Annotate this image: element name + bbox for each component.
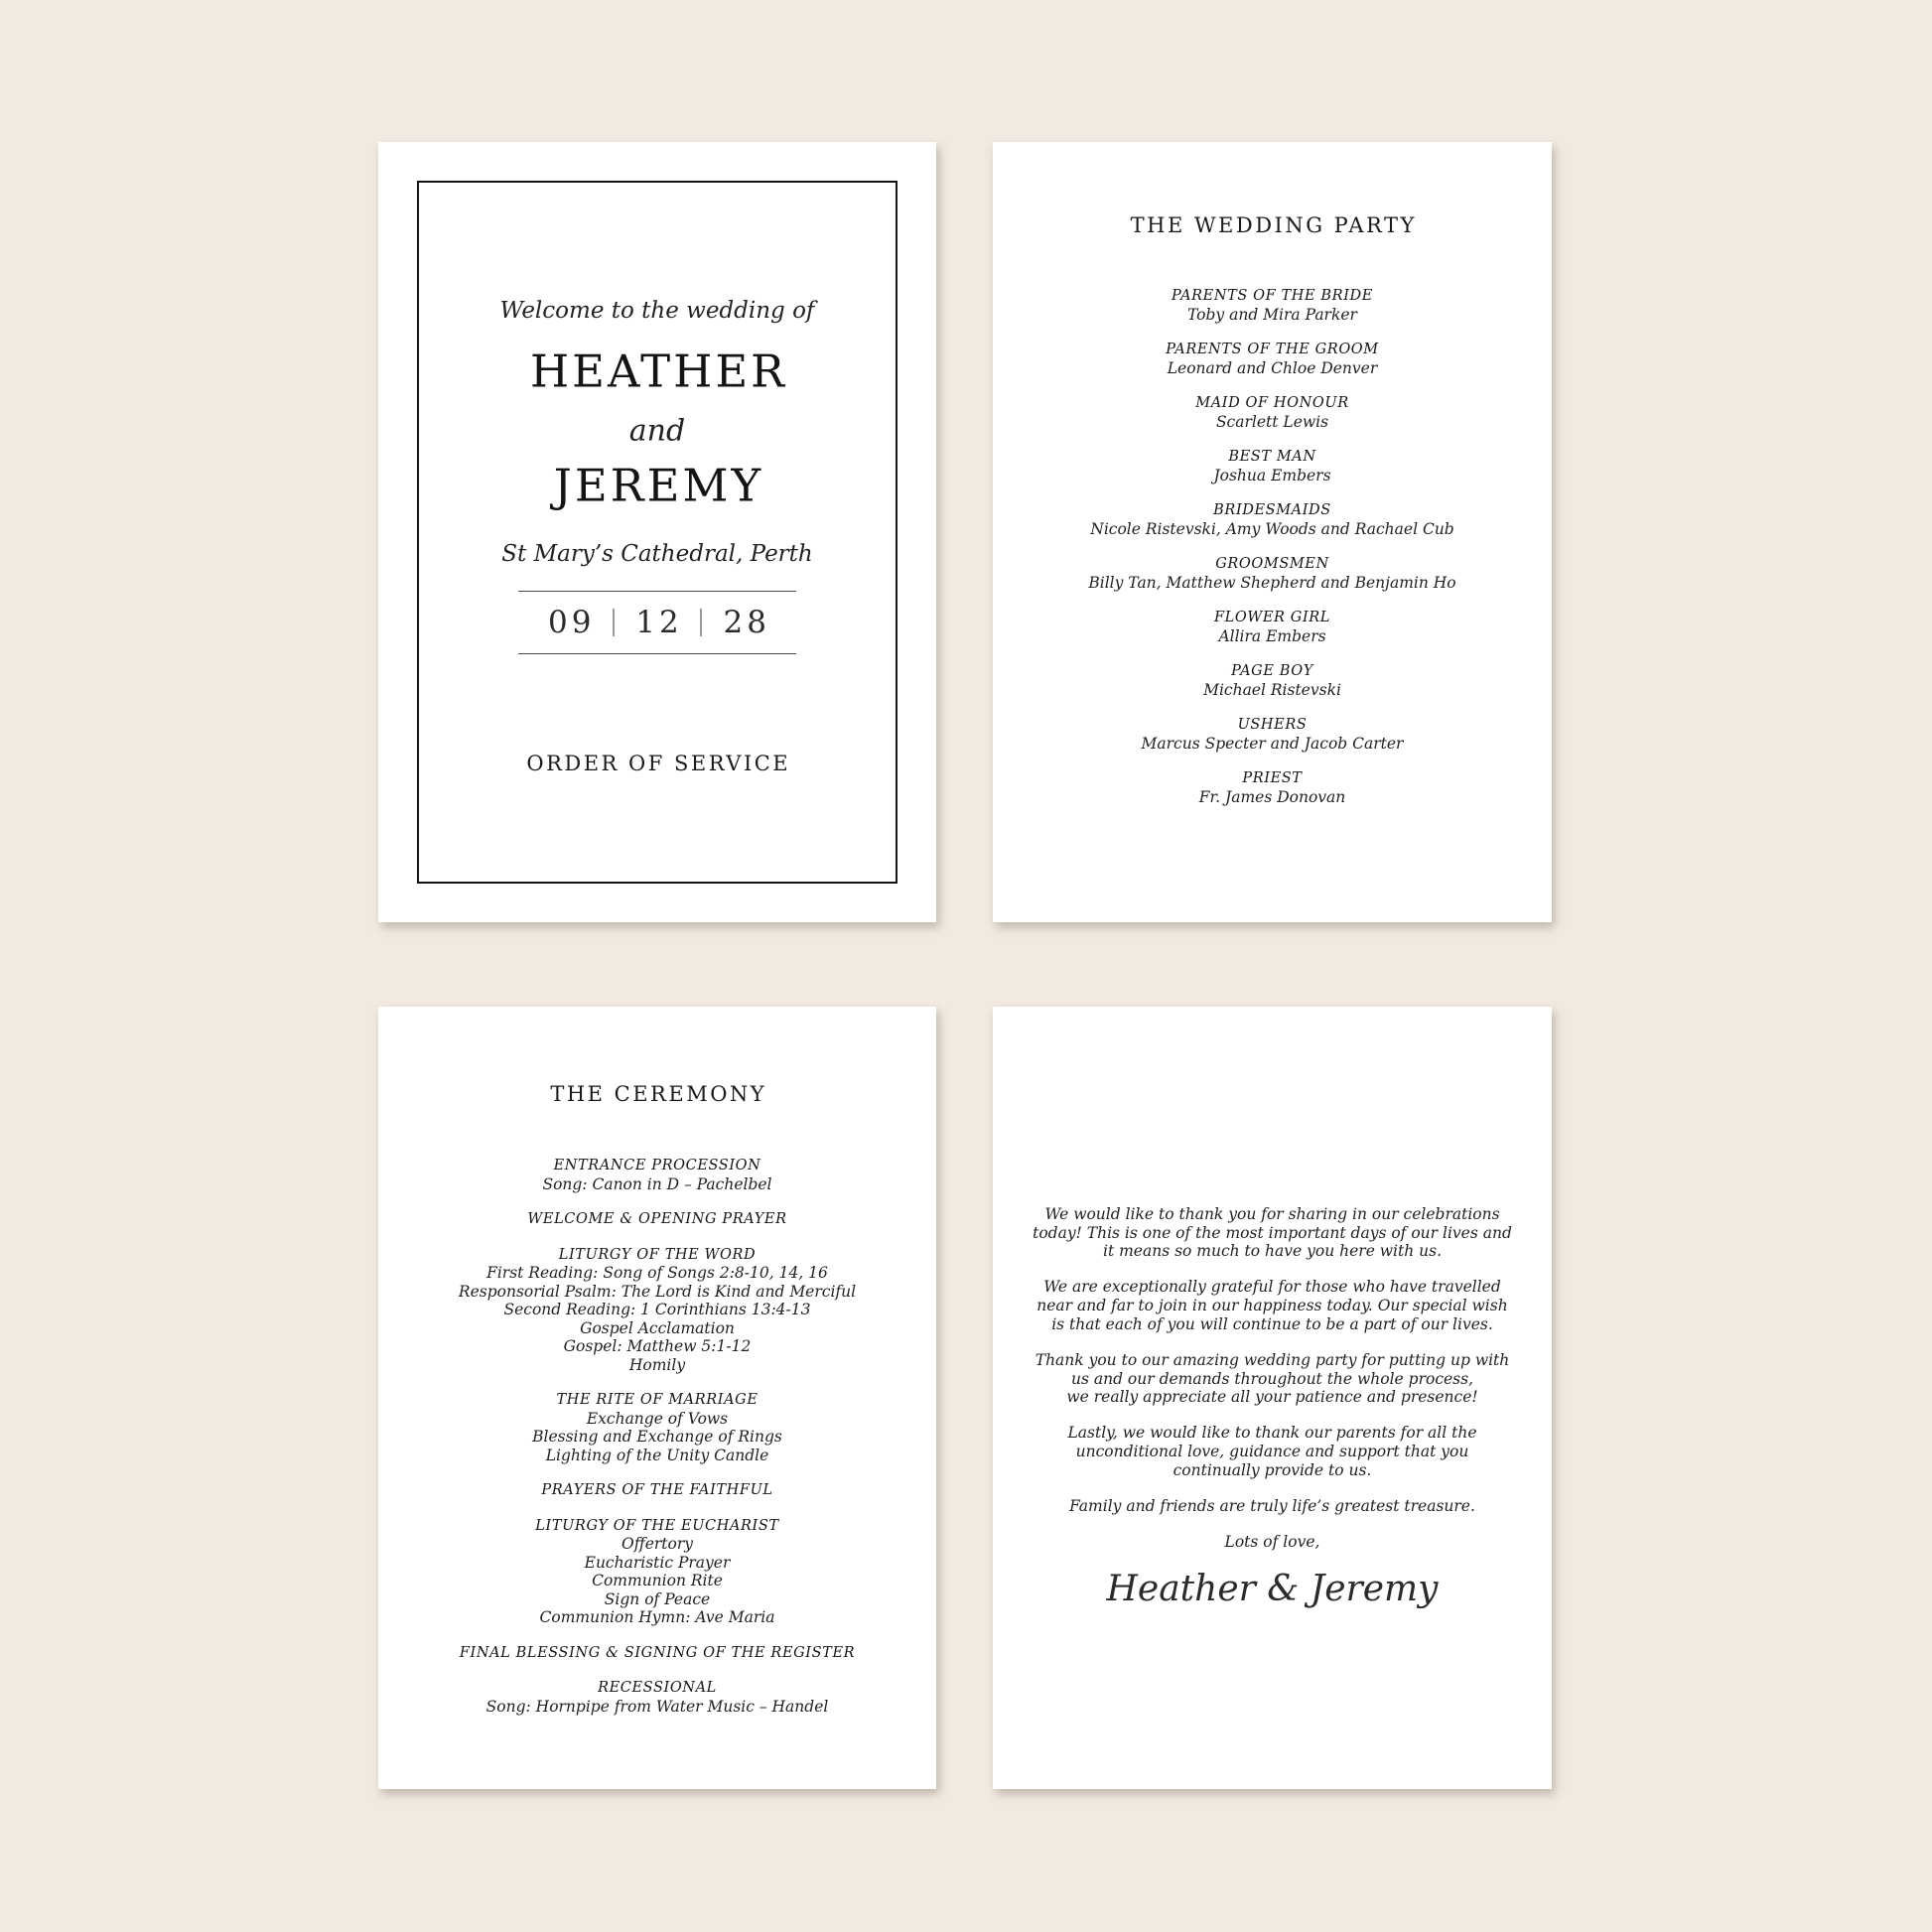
party-entry — [993, 769, 1552, 807]
ceremony-section-line: Song: Canon in D – Pachelbel — [542, 1174, 772, 1193]
date-year: 28 — [723, 605, 770, 640]
party-entry — [993, 716, 1552, 754]
thank-you-card — [993, 1007, 1552, 1789]
party-role-label: FLOWER GIRL — [1213, 610, 1331, 625]
ceremony-section-line: Communion Hymn: Ave Maria — [539, 1608, 775, 1626]
date-divider — [700, 609, 702, 636]
party-role-label: BRIDESMAIDS — [1213, 502, 1331, 518]
groom-name: JEREMY — [553, 459, 764, 512]
venue-text: St Mary’s Cathedral, Perth — [501, 541, 813, 567]
ceremony-title: THE CEREMONY — [550, 1082, 767, 1106]
ceremony-section-heading: LITURGY OF THE EUCHARIST — [535, 1517, 779, 1534]
date-divider — [613, 609, 615, 636]
thank-you-line: unconditional love, guidance and support that you — [1075, 1442, 1469, 1460]
order-of-service-label: ORDER OF SERVICE — [526, 752, 791, 775]
ceremony-section-line: Responsorial Psalm: The Lord is Kind and Merciful — [458, 1282, 857, 1301]
thank-you-line: it means so much to have you here with us. — [1102, 1242, 1443, 1261]
party-names-text: Toby and Mira Parker — [1187, 306, 1357, 324]
ceremony-section-heading: FINAL BLESSING & SIGNING OF THE REGISTER — [459, 1644, 856, 1661]
party-role-label: GROOMSMEN — [1215, 556, 1329, 572]
ceremony-section-heading: PRAYERS OF THE FAITHFUL — [541, 1482, 773, 1498]
party-role-label: PARENTS OF THE GROOM — [1166, 342, 1379, 357]
thank-you-line: Lastly, we would like to thank our parents for all the — [1067, 1424, 1477, 1443]
date-month: 12 — [635, 605, 683, 640]
ceremony-section-heading: WELCOME & OPENING PRAYER — [527, 1211, 787, 1227]
ceremony-section-line: Song: Hornpipe from Water Music – Handel — [485, 1697, 829, 1716]
party-names-text: Michael Ristevski — [1203, 681, 1341, 699]
wedding-party-title: THE WEDDING PARTY — [1130, 213, 1417, 237]
thank-you-line: We are exceptionally grateful for those who have travelled — [1043, 1278, 1501, 1297]
wedding-party-list — [993, 287, 1552, 823]
ceremony-section-heading: ENTRANCE PROCESSION — [553, 1158, 761, 1173]
ceremony-card — [378, 1007, 936, 1789]
ceremony-section-line: First Reading: Song of Songs 2:8-10, 14, 16 — [486, 1264, 828, 1282]
thank-you-paragraph — [993, 1278, 1552, 1333]
party-entry — [993, 287, 1552, 325]
ceremony-section — [378, 1679, 936, 1716]
thank-you-paragraph — [993, 1497, 1552, 1516]
thank-you-line: Thank you to our amazing wedding party for putting up with — [1035, 1350, 1510, 1369]
party-role-label: PAGE BOY — [1231, 663, 1313, 679]
party-role-label: PRIEST — [1242, 770, 1303, 786]
thank-you-line: near and far to join in our happiness today. Our special wish — [1036, 1297, 1508, 1315]
thank-you-paragraph — [993, 1351, 1552, 1407]
party-names-text: Billy Tan, Matthew Shepherd and Benjamin Ho — [1088, 574, 1456, 592]
party-entry — [993, 394, 1552, 432]
couple-signature: Heather & Jeremy — [1106, 1568, 1439, 1609]
party-entry — [993, 555, 1552, 593]
party-role-label: PARENTS OF THE BRIDE — [1172, 288, 1373, 304]
date-day: 09 — [548, 605, 596, 640]
ceremony-section-list — [378, 1157, 936, 1732]
party-role-label: USHERS — [1237, 717, 1308, 733]
ceremony-section — [378, 1246, 936, 1375]
ceremony-section-line: Exchange of Vows — [586, 1409, 729, 1428]
ceremony-section-line: Communion Rite — [592, 1572, 723, 1589]
party-entry — [993, 501, 1552, 539]
party-names-text: Leonard and Chloe Denver — [1167, 359, 1378, 377]
bride-name: HEATHER — [529, 345, 788, 398]
ceremony-section-heading: RECESSIONAL — [598, 1680, 717, 1696]
ceremony-section — [378, 1644, 936, 1663]
thank-you-line: us and our demands throughout the whole process, — [1070, 1369, 1474, 1388]
party-names-text: Joshua Embers — [1213, 467, 1331, 484]
thank-you-line: We would like to thank you for sharing in our celebrations — [1044, 1205, 1500, 1223]
thank-you-line: is that each of you will continue to be a part of our lives. — [1051, 1314, 1493, 1333]
ceremony-section-line: Blessing and Exchange of Rings — [532, 1428, 782, 1446]
wedding-date — [518, 591, 796, 654]
ceremony-section-line: Homily — [628, 1355, 686, 1374]
ceremony-section — [378, 1517, 936, 1627]
ceremony-section — [378, 1481, 936, 1500]
party-role-label: BEST MAN — [1228, 449, 1316, 465]
thank-you-paragraph — [993, 1533, 1552, 1552]
thank-you-line: Lots of love, — [1224, 1532, 1320, 1551]
ceremony-section — [378, 1210, 936, 1229]
party-entry — [993, 448, 1552, 485]
cover-intro-text: Welcome to the wedding of — [499, 298, 815, 324]
ceremony-section-line: Eucharistic Prayer — [584, 1553, 731, 1572]
thank-you-line: Family and friends are truly life’s greatest treasure. — [1069, 1496, 1475, 1515]
ceremony-section — [378, 1391, 936, 1464]
ceremony-section-line: Sign of Peace — [604, 1589, 711, 1608]
thank-you-line: we really appreciate all your patience and presence! — [1066, 1388, 1478, 1407]
ceremony-section-line: Gospel: Matthew 5:1-12 — [563, 1337, 752, 1355]
ceremony-section-line: Second Reading: 1 Corinthians 13:4-13 — [503, 1301, 811, 1318]
party-entry — [993, 341, 1552, 378]
party-entry — [993, 609, 1552, 646]
party-names-text: Marcus Specter and Jacob Carter — [1141, 735, 1404, 753]
thank-you-line: continually provide to us. — [1173, 1460, 1372, 1479]
thank-you-message — [993, 1007, 1552, 1609]
wedding-party-card — [993, 142, 1552, 922]
cover-border-frame — [417, 181, 897, 884]
party-names-text: Nicole Ristevski, Amy Woods and Rachael Cub — [1090, 520, 1454, 538]
ceremony-section — [378, 1157, 936, 1193]
ceremony-section-heading: THE RITE OF MARRIAGE — [556, 1392, 759, 1408]
ceremony-section-heading: LITURGY OF THE WORD — [558, 1246, 757, 1263]
thank-you-paragraph — [993, 1205, 1552, 1261]
ceremony-section-line: Gospel Acclamation — [580, 1318, 735, 1337]
ceremony-section-line: Offertory — [621, 1535, 693, 1553]
thank-you-paragraph — [993, 1424, 1552, 1479]
ceremony-section-line: Lighting of the Unity Candle — [545, 1446, 769, 1464]
party-entry — [993, 662, 1552, 700]
party-role-label: MAID OF HONOUR — [1195, 395, 1349, 411]
party-names-text: Fr. James Donovan — [1198, 788, 1346, 806]
conjunction-text: and — [628, 413, 686, 449]
party-names-text: Allira Embers — [1218, 627, 1326, 645]
thank-you-line: today! This is one of the most important days of our lives and — [1033, 1223, 1512, 1242]
cover-card — [378, 142, 936, 922]
party-names-text: Scarlett Lewis — [1215, 413, 1329, 431]
